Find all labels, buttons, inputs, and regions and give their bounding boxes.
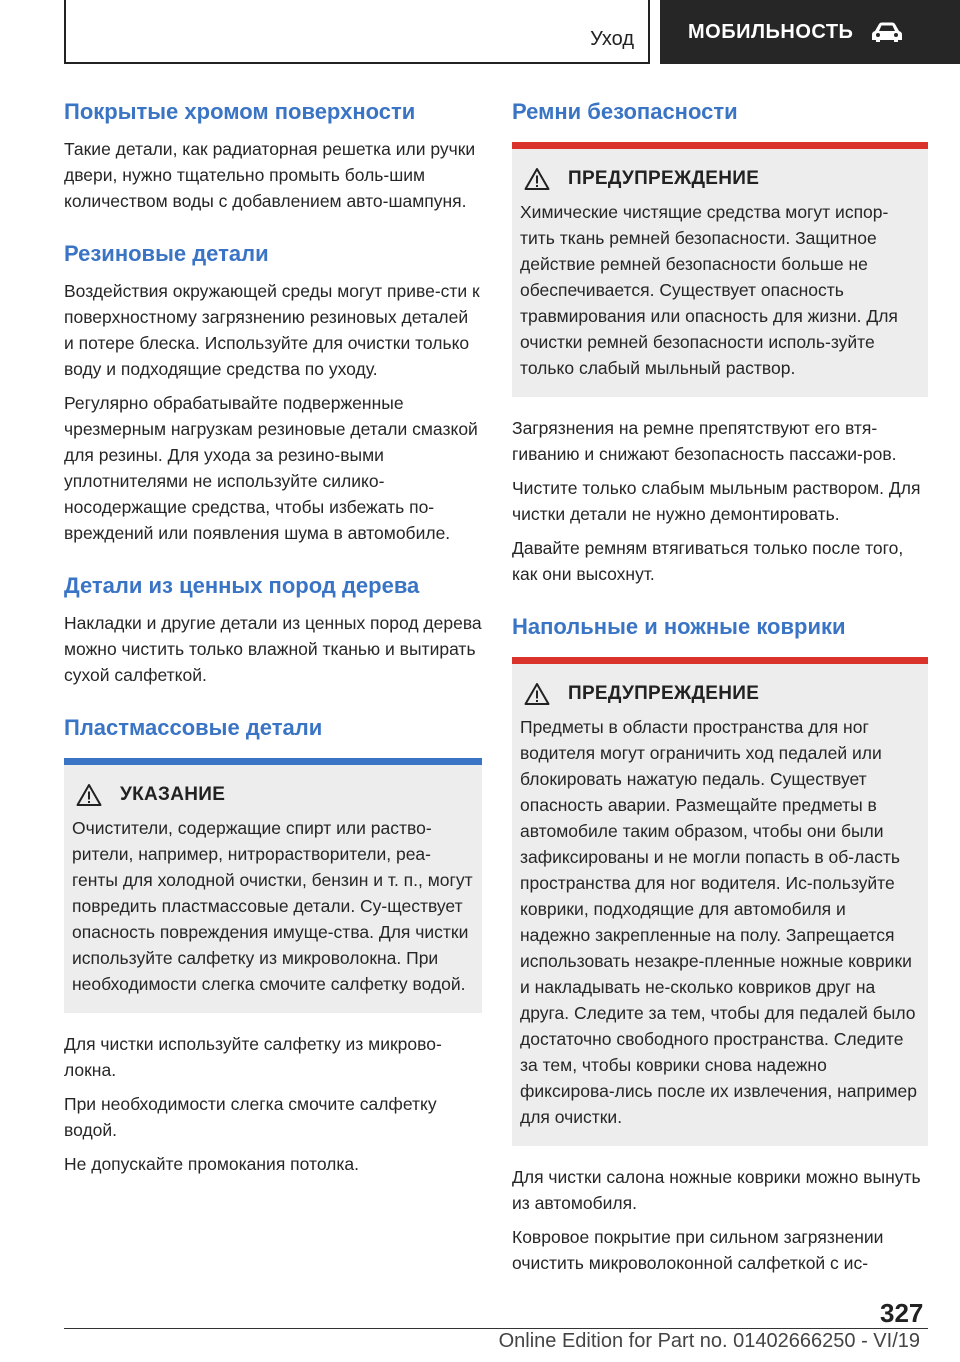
mats-warning-box bbox=[512, 657, 928, 1146]
wood-paragraph: Накладки и другие детали из ценных пород дерева можно чистить только влажной тканью и вытирать сухой салфеткой. bbox=[64, 613, 482, 685]
footer-edition: Online Edition for Part no. 01402666250 - VI/19 bbox=[498, 1330, 920, 1352]
rubber-heading: Резиновые детали bbox=[64, 241, 269, 266]
belts-heading: Ремни безопасности bbox=[512, 99, 738, 124]
mats-warning-title: ПРЕДУПРЕЖДЕНИЕ bbox=[568, 683, 760, 704]
plastic-paragraph-1: Для чистки используйте салфетку из микрово-локна. bbox=[64, 1034, 442, 1080]
plastic-heading: Пластмассовые детали bbox=[64, 715, 323, 740]
notice-title: УКАЗАНИЕ bbox=[120, 784, 226, 805]
chrome-heading: Покрытые хромом поверхности bbox=[64, 99, 416, 124]
page-number: 327 bbox=[880, 1298, 924, 1328]
mats-paragraph-2: Ковровое покрытие при сильном загрязнении очистить микроволоконной салфеткой с ис- bbox=[512, 1227, 884, 1273]
right-column bbox=[512, 96, 928, 1284]
rubber-paragraph-2: Регулярно обрабатывайте подверженные чрезмерным нагрузкам резиновые детали смазкой для резины. Для ухода за резино-выми уплотнителями не используйте силико-носодержащие средства, чтобы избежать по-вреждений или появления шума в автомобиле. bbox=[64, 393, 478, 543]
car-icon bbox=[871, 21, 903, 43]
warning-triangle-icon bbox=[76, 783, 102, 807]
header-chapter-title: МОБИЛЬНОСТЬ bbox=[688, 20, 854, 43]
warning-triangle-icon bbox=[524, 167, 550, 191]
chrome-paragraph: Такие детали, как радиаторная решетка или ручки двери, нужно тщательно промыть боль-шим количеством воды с добавлением авто-шампуня. bbox=[64, 139, 476, 211]
notice-text: Очистители, содержащие спирт или раство-рители, например, нитрорастворители, реа-генты для холодной очистки, бензин и т. п., могут повредить пластмассовые детали. Су-ществует опасность повреждения имуще-ства. Для чистки используйте салфетку из микроволокна. При необходимости слегка смочите салфетку водой. bbox=[72, 818, 473, 994]
rubber-paragraph-1: Воздействия окружающей среды могут приве-сти к поверхностному загрязнению резиновых деталей и потере блеска. Используйте для очистки только воду и подходящие средства по уходу. bbox=[64, 281, 480, 379]
mats-paragraph-1: Для чистки салона ножные коврики можно вынуть из автомобиля. bbox=[512, 1167, 921, 1213]
belts-warning-title: ПРЕДУПРЕЖДЕНИЕ bbox=[568, 168, 760, 189]
belts-paragraph-1: Загрязнения на ремне препятствуют его втя-гиванию и снижают безопасность пассажи-ров. bbox=[512, 418, 897, 464]
footer-divider bbox=[64, 1328, 928, 1329]
header-section-title: Уход bbox=[590, 28, 634, 50]
belts-warning-box bbox=[512, 142, 928, 397]
belts-paragraph-3: Давайте ремням втягиваться только после того, как они высохнут. bbox=[512, 538, 904, 584]
notice-box bbox=[64, 758, 482, 1013]
header-section-box bbox=[64, 0, 650, 64]
left-column bbox=[64, 96, 482, 1185]
belts-warning-text: Химические чистящие средства могут испор-тить ткань ремней безопасности. Защитное действие ремней безопасности больше не обеспечивается. Существует опасность травмирования или опасность для жизни. Для очистки ремней безопасности исполь-зуйте только слабый мыльный раствор. bbox=[520, 202, 898, 378]
warning-triangle-icon bbox=[524, 682, 550, 706]
mats-heading: Напольные и ножные коврики bbox=[512, 614, 846, 639]
belts-paragraph-2: Чистите только слабым мыльным раствором. Для чистки детали не нужно демонтировать. bbox=[512, 478, 921, 524]
plastic-paragraph-3: Не допускайте промокания потолка. bbox=[64, 1154, 360, 1174]
header-chapter-box bbox=[660, 0, 960, 64]
wood-heading: Детали из ценных пород дерева bbox=[64, 573, 420, 598]
mats-warning-text: Предметы в области пространства для ног водителя могут ограничить ход педалей или блокировать нажатую педаль. Существует опасность аварии. Размещайте предметы в автомобиле таким образом, чтобы они были зафиксированы и не могли попасть в об-ласть пространства для ног водителя. Ис-пользуйте коврики, подходящие для автомобиля и надежно закрепленные на полу. Запрещается использовать незакре-пленные ножные коврики и накладывать не-сколько ковриков друг на друга. Следите за тем, чтобы для педалей было достаточно свободного пространства. Следите за тем, чтобы коврики снова надежно фиксирова-лись после их извлечения, например для очистки. bbox=[520, 717, 917, 1127]
plastic-paragraph-2: При необходимости слегка смочите салфетку водой. bbox=[64, 1094, 437, 1140]
